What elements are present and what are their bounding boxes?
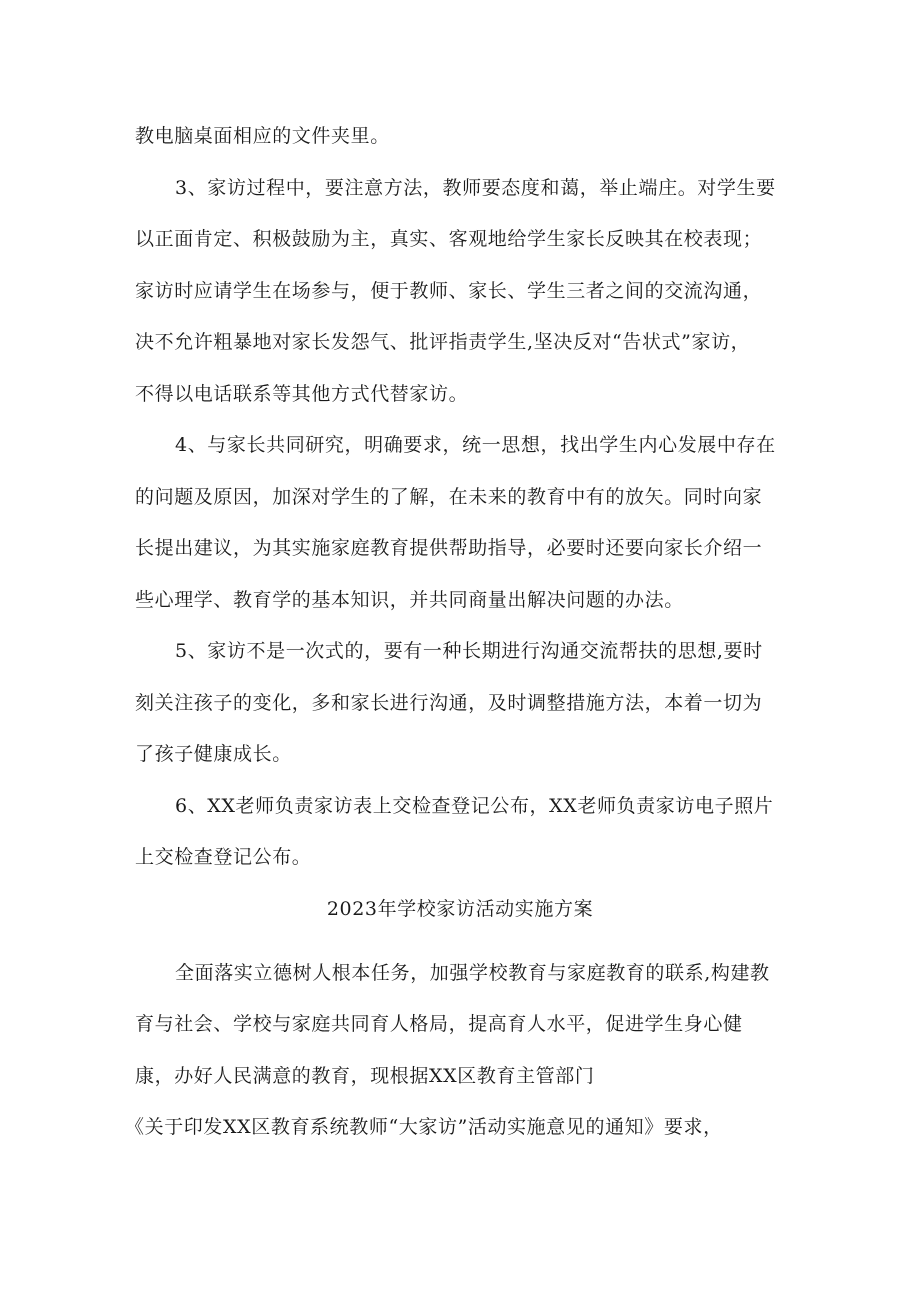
paragraph-line: 《关于印发XX区教育系统教师“大家访”活动实施意见的通知》要求， [125,1116,723,1138]
paragraph-line: 了孩子健康成长。 [135,743,292,765]
paragraph-line: 3、家访过程中，要注意方法，教师要态度和蔼，举止端庄。对学生要 [175,177,776,199]
paragraph-line: 长提出建议，为其实施家庭教育提供帮助指导，必要时还要向家长介绍一 [135,537,763,559]
paragraph-line: 上交检查登记公布。 [135,846,312,868]
section-title: 2023年学校家访活动实施方案 [326,898,594,920]
paragraph-line: 以正面肯定、积极鼓励为主，真实、客观地给学生家长反映其在校表现； [135,228,763,250]
paragraph-line: 康，办好人民满意的教育，现根据XX区教育主管部门 [135,1065,595,1087]
paragraph-line: 6、XX老师负责家访表上交检查登记公布，XX老师负责家访电子照片 [175,795,774,817]
paragraph-line: 5、家访不是一次式的，要有一种长期进行沟通交流帮扶的思想,要时 [175,640,763,662]
paragraph-line: 全面落实立德树人根本任务，加强学校教育与家庭教育的联系,构建教 [175,962,770,984]
paragraph-line: 些心理学、教育学的基本知识，并共同商量出解决问题的办法。 [135,589,684,611]
paragraph-line: 的问题及原因，加深对学生的了解，在未来的教育中有的放矢。同时向家 [135,486,763,508]
paragraph-line: 刻关注孩子的变化，多和家长进行沟通，及时调整措施方法，本着一切为 [135,692,763,714]
paragraph-line: 不得以电话联系等其他方式代替家访。 [135,383,469,405]
paragraph-line: 4、与家长共同研究，明确要求，统一思想，找出学生内心发展中存在 [175,434,776,456]
paragraph-line: 决不允许粗暴地对家长发怨气、批评指责学生,坚决反对“告状式”家访， [135,331,751,353]
paragraph-continuation-line: 教电脑桌面相应的文件夹里。 [135,125,390,147]
paragraph-line: 家访时应请学生在场参与，便于教师、家长、学生三者之间的交流沟通， [135,280,763,302]
paragraph-line: 育与社会、学校与家庭共同育人格局，提高育人水平，促进学生身心健 [135,1013,743,1035]
